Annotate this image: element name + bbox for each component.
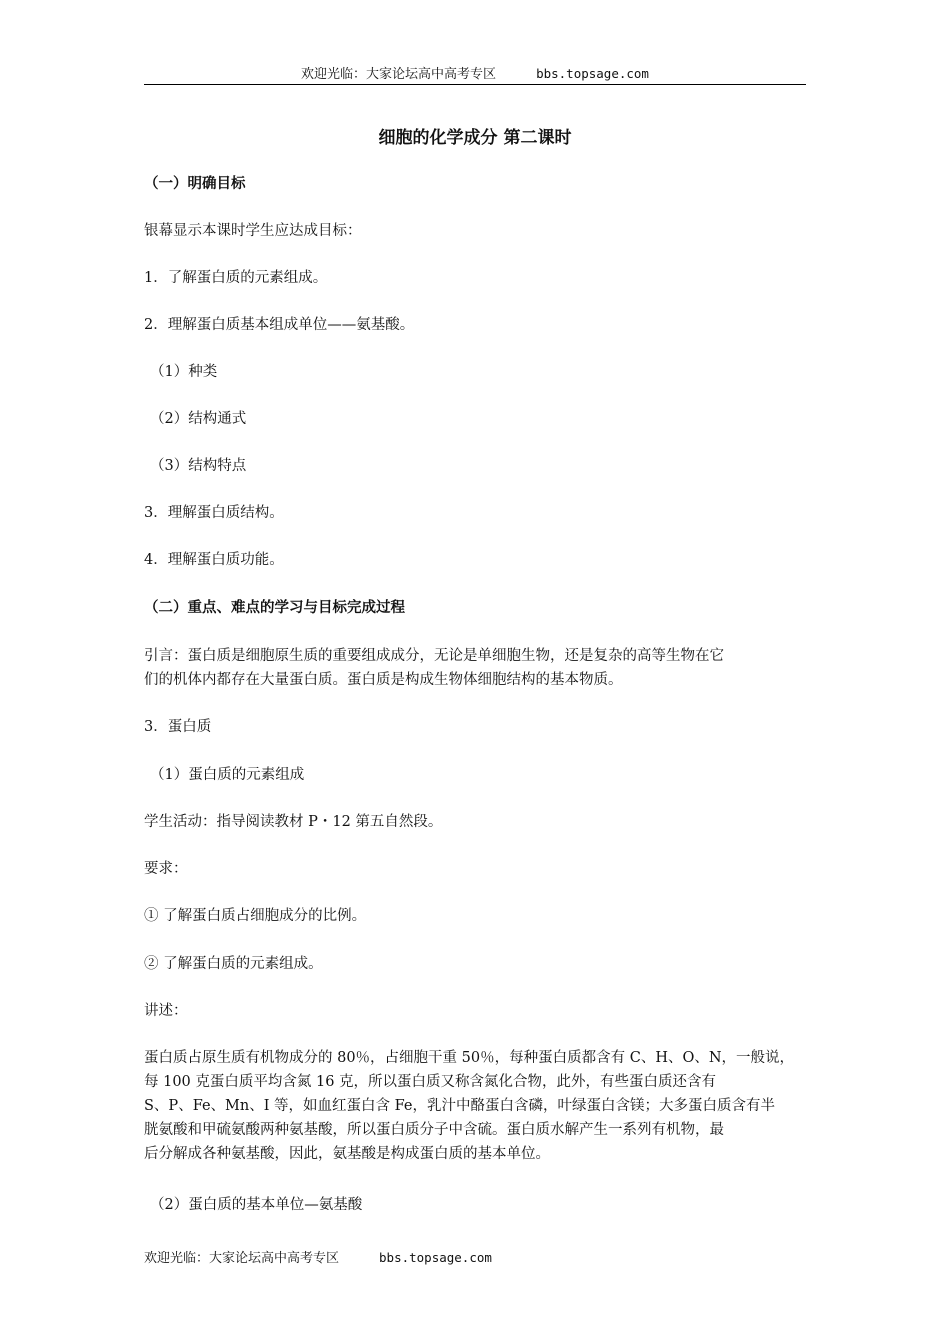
goal-subitem: （1）种类 [150, 364, 218, 380]
goal-item: 3．理解蛋白质结构。 [144, 505, 284, 521]
paragraph-line: 蛋白质占原生质有机物成分的 80％，占细胞干重 50％，每种蛋白质都含有 C、H、O、N，一般说， [144, 1050, 795, 1066]
paragraph-line: 们的机体内都存在大量蛋白质。蛋白质是构成生物体细胞结构的基本物质。 [144, 672, 623, 688]
narration-paragraph [144, 1046, 810, 1166]
paragraph-line: 每 100 克蛋白质平均含氮 16 克，所以蛋白质又称含氮化合物，此外，有些蛋白质还含有 [144, 1074, 717, 1090]
intro-paragraph [144, 644, 810, 692]
paragraph-line: S、P、Fe、Mn、I 等，如血红蛋白含 Fe，乳汁中酪蛋白含磷，叶绿蛋白含镁；大多蛋白质含有半 [144, 1098, 776, 1114]
footer-welcome-text: 欢迎光临：大家论坛高中高考专区 [144, 1251, 340, 1266]
requirement-item: ② 了解蛋白质的元素组成。 [144, 956, 323, 972]
goal-subitem: （2）结构通式 [150, 411, 247, 427]
item-heading: 3．蛋白质 [144, 719, 212, 735]
paragraph-line: 后分解成各种氨基酸，因此，氨基酸是构成蛋白质的基本单位。 [144, 1146, 550, 1162]
goal-subitem: （3）结构特点 [150, 458, 247, 474]
header-site-link[interactable]: bbs.topsage.com [536, 66, 649, 81]
page-header [144, 64, 806, 85]
requirement-label: 要求： [144, 861, 188, 877]
footer-site-link[interactable]: bbs.topsage.com [379, 1250, 492, 1265]
section-heading-process: （二）重点、难点的学习与目标完成过程 [144, 599, 405, 616]
requirement-item: ① 了解蛋白质占细胞成分的比例。 [144, 908, 367, 924]
section-heading-goals: （一）明确目标 [144, 175, 246, 192]
subitem-heading: （2）蛋白质的基本单位—氨基酸 [150, 1197, 363, 1213]
paragraph-line: 引言：蛋白质是细胞原生质的重要组成成分，无论是单细胞生物，还是复杂的高等生物在它 [144, 648, 724, 664]
narration-label: 讲述： [144, 1003, 188, 1019]
document-title: 细胞的化学成分 第二课时 [378, 128, 572, 148]
header-welcome-text: 欢迎光临：大家论坛高中高考专区 [301, 67, 497, 82]
goals-intro: 银幕显示本课时学生应达成目标： [144, 223, 362, 239]
student-activity: 学生活动：指导阅读教材 P・12 第五自然段。 [144, 814, 443, 830]
subitem-heading: （1）蛋白质的元素组成 [150, 767, 305, 783]
goal-item: 2．理解蛋白质基本组成单位——氨基酸。 [144, 317, 415, 333]
paragraph-line: 胱氨酸和甲硫氨酸两种氨基酸，所以蛋白质分子中含硫。蛋白质水解产生一系列有机物，最 [144, 1122, 724, 1138]
goal-item: 4．理解蛋白质功能。 [144, 552, 284, 568]
page-footer [144, 1248, 806, 1269]
goal-item: 1．了解蛋白质的元素组成。 [144, 270, 328, 286]
